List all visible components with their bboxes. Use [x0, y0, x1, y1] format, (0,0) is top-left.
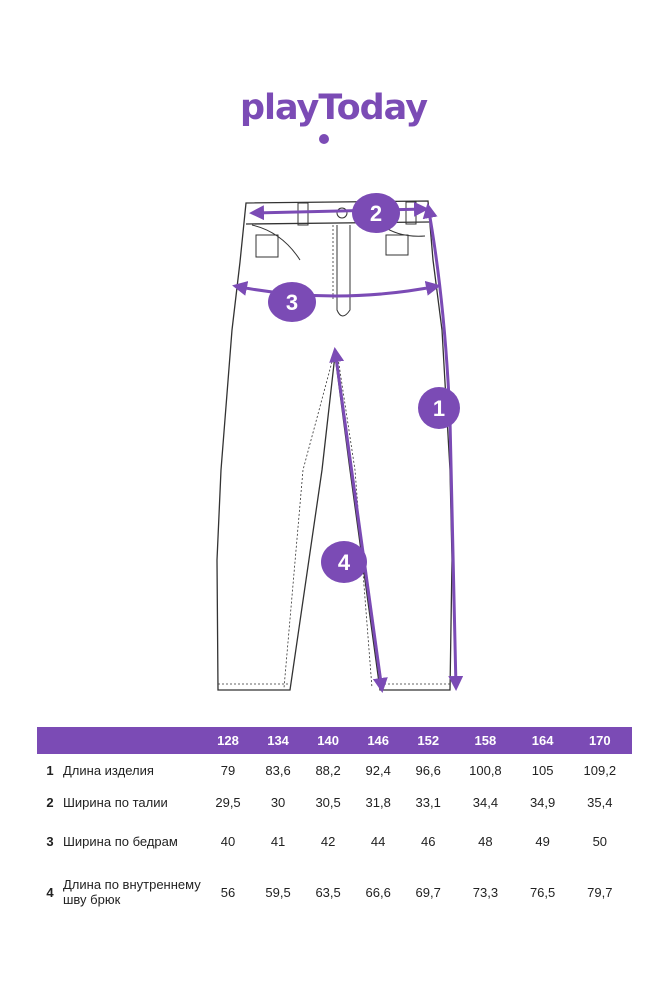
size-128: 128	[203, 727, 253, 754]
cell: 69,7	[415, 884, 441, 900]
cell: 46	[420, 833, 436, 849]
size-152: 152	[403, 727, 453, 754]
cell: 63,5	[315, 884, 341, 900]
cell: 35,4	[587, 795, 613, 810]
cell: 105	[531, 762, 554, 778]
pants-outline	[217, 201, 452, 690]
cell: 30	[270, 795, 286, 810]
table-row	[37, 819, 632, 863]
cell: 79,7	[587, 884, 613, 900]
arrow-inseam	[335, 350, 382, 690]
cell: 34,9	[529, 795, 556, 810]
row-number: 4	[46, 884, 54, 900]
size-header-row	[37, 727, 632, 754]
row-label: Длина по внутреннему шву брюк	[63, 877, 201, 907]
cell: 49	[535, 833, 550, 849]
svg-text:3: 3	[285, 290, 299, 315]
marker-2	[352, 193, 400, 233]
cell: 92,4	[365, 762, 391, 778]
svg-text:1: 1	[432, 396, 446, 421]
header-label	[63, 727, 203, 754]
row-label: Ширина по талии	[63, 795, 168, 810]
cell: 29,5	[215, 795, 241, 810]
row-number: 1	[46, 762, 54, 778]
cell: 30,5	[315, 795, 341, 810]
cell: 50	[592, 833, 608, 849]
cell: 109,2	[583, 762, 617, 778]
row-label: Ширина по бедрам	[63, 833, 178, 849]
size-164: 164	[518, 727, 568, 754]
row-number: 2	[46, 795, 54, 810]
measurement-arrows	[235, 206, 456, 690]
marker-1	[418, 387, 460, 429]
cell: 56	[220, 884, 236, 900]
cell: 33,1	[415, 795, 441, 810]
size-158: 158	[453, 727, 517, 754]
table-row	[37, 863, 632, 921]
cell: 79	[220, 762, 236, 778]
header-num	[37, 727, 63, 754]
cell: 83,6	[265, 762, 291, 778]
svg-text:4: 4	[337, 550, 351, 575]
cell: 73,3	[472, 884, 499, 900]
arrow-length	[428, 206, 456, 688]
table-row	[37, 786, 632, 819]
size-134: 134	[253, 727, 303, 754]
row-number: 3	[46, 833, 54, 849]
marker-4	[321, 541, 367, 583]
cell: 31,8	[365, 795, 391, 810]
cell: 100,8	[469, 762, 502, 778]
cell: 76,5	[529, 884, 556, 900]
cell: 44	[370, 833, 386, 849]
size-table	[37, 727, 632, 921]
cell: 40	[220, 833, 236, 849]
size-140: 140	[303, 727, 353, 754]
cell: 48	[478, 833, 493, 849]
size-170: 170	[568, 727, 632, 754]
cell: 96,6	[415, 762, 441, 778]
svg-text:2: 2	[369, 201, 383, 226]
marker-3	[268, 282, 316, 322]
brand-logo: playToday	[239, 88, 428, 128]
cell: 66,6	[365, 884, 391, 900]
cell: 42	[320, 833, 336, 849]
cell: 88,2	[315, 762, 341, 778]
size-146: 146	[353, 727, 403, 754]
cell: 59,5	[265, 884, 291, 900]
row-label: Длина изделия	[63, 762, 154, 778]
cell: 34,4	[472, 795, 499, 810]
table-row	[37, 754, 632, 786]
cell: 41	[270, 833, 286, 849]
